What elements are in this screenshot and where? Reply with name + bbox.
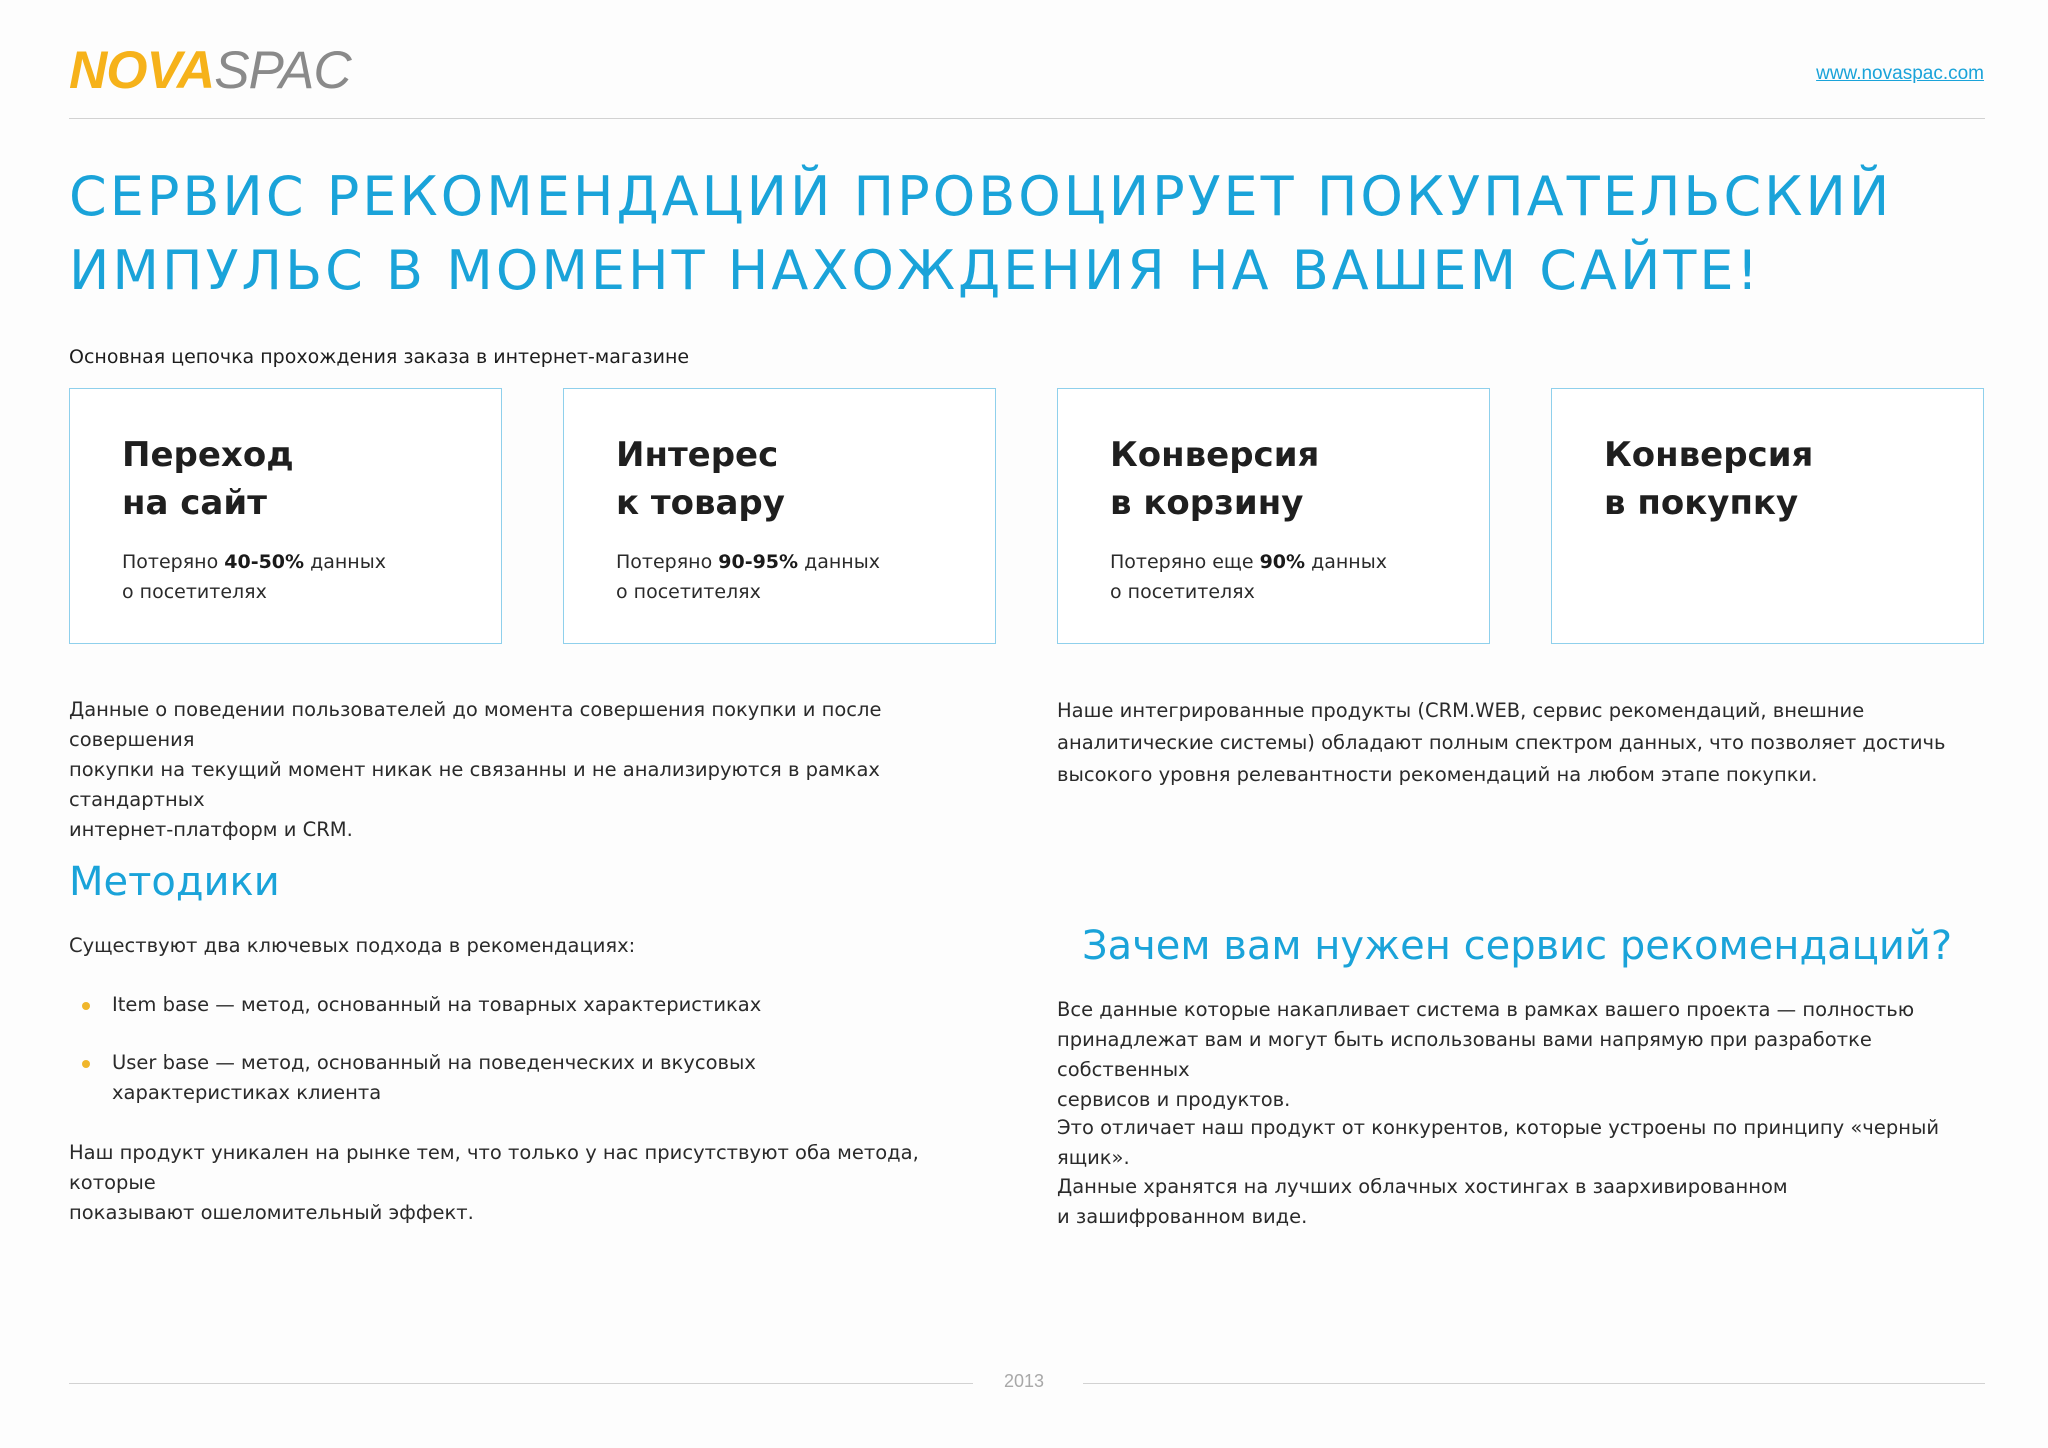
footer-divider-right — [1083, 1383, 1985, 1384]
card-title-line-2: на сайт — [122, 483, 267, 523]
card-title-line-1: Конверсия — [1604, 435, 1814, 475]
card-loss-percent: 90-95% — [718, 551, 799, 573]
methods-heading: Методики — [69, 859, 280, 905]
card-title-line-2: в корзину — [1110, 483, 1304, 523]
funnel-card-interest — [563, 388, 996, 644]
card-text — [616, 547, 986, 607]
card-text — [1110, 547, 1480, 607]
headline-line-2: ИМПУЛЬС В МОМЕНТ НАХОЖДЕНИЯ НА ВАШЕМ САЙТЕ! — [69, 239, 1762, 302]
card-text-prefix: Потеряно — [616, 551, 719, 573]
paragraph-line: Данные хранятся на лучших облачных хостингах в заархивированном — [1057, 1175, 1788, 1198]
paragraph-line: аналитические системы) обладают полным спектром данных, что позволяет достичь — [1057, 731, 1946, 754]
paragraph-line: и зашифрованном виде. — [1057, 1205, 1308, 1228]
card-text-suffix: данных — [1305, 551, 1387, 573]
integrated-products-paragraph — [1057, 695, 1987, 791]
why-paragraph-1 — [1057, 995, 1997, 1115]
bullet-dot-icon — [82, 1002, 90, 1010]
paragraph-line: Все данные которые накапливает система в рамках вашего проекта — полностью — [1057, 998, 1915, 1021]
card-text-line-2: о посетителях — [1110, 581, 1255, 603]
card-text-line-2: о посетителях — [122, 581, 267, 603]
footer-year: 2013 — [1004, 1371, 1045, 1391]
card-text-prefix: Потеряно еще — [1110, 551, 1260, 573]
funnel-card-visit — [69, 388, 502, 644]
card-title-line-1: Конверсия — [1110, 435, 1320, 475]
funnel-card-cart — [1057, 388, 1490, 644]
page-headline — [69, 160, 1949, 308]
website-link[interactable]: www.novaspac.com — [1816, 63, 1984, 84]
funnel-card-purchase — [1551, 388, 1984, 644]
paragraph-line: принадлежат вам и могут быть использованы вами напрямую при разработке собственных — [1057, 1028, 1872, 1081]
footer-divider-left — [69, 1383, 973, 1384]
card-text-suffix: данных — [798, 551, 880, 573]
card-loss-percent: 90% — [1259, 551, 1306, 573]
card-title-line-2: в покупку — [1604, 483, 1799, 523]
paragraph-line: Данные о поведении пользователей до момента совершения покупки и после совершения — [69, 698, 882, 751]
header-divider — [69, 118, 1985, 119]
card-title-line-1: Переход — [122, 435, 294, 475]
paragraph-line: сервисов и продуктов. — [1057, 1088, 1291, 1111]
card-text-prefix: Потеряно — [122, 551, 225, 573]
why-heading: Зачем вам нужен сервис рекомендаций? — [1082, 923, 1953, 969]
methods-intro: Существуют два ключевых подхода в рекомендациях: — [69, 934, 636, 957]
card-title — [1110, 431, 1480, 527]
card-title — [616, 431, 986, 527]
paragraph-line: показывают ошеломительный эффект. — [69, 1201, 474, 1224]
data-behavior-paragraph — [69, 695, 999, 845]
paragraph-line: покупки на текущий момент никак не связанны и не анализируются в рамках стандартных — [69, 758, 880, 811]
paragraph-line: интернет-платформ и CRM. — [69, 818, 353, 841]
card-title — [1604, 431, 1974, 527]
logo-spac-text: SPAC — [214, 41, 351, 100]
methods-list — [82, 990, 982, 1136]
novaspac-logo — [69, 41, 351, 100]
card-title — [122, 431, 492, 527]
list-item — [82, 1048, 982, 1108]
bullet-text: Item base — метод, основанный на товарных характеристиках — [112, 993, 762, 1016]
headline-line-1: СЕРВИС РЕКОМЕНДАЦИЙ ПРОВОЦИРУЕТ ПОКУПАТЕЛЬСКИЙ — [69, 165, 1893, 228]
why-paragraph-3 — [1057, 1172, 1997, 1232]
card-title-line-2: к товару — [616, 483, 785, 523]
bullet-dot-icon — [82, 1060, 90, 1068]
card-title-line-1: Интерес — [616, 435, 779, 475]
card-text-suffix: данных — [304, 551, 386, 573]
chain-label: Основная цепочка прохождения заказа в интернет-магазине — [69, 346, 690, 368]
card-text — [122, 547, 492, 607]
card-text-line-2: о посетителях — [616, 581, 761, 603]
bullet-text: User base — метод, основанный на поведенческих и вкусовых — [112, 1051, 756, 1074]
logo-nova-text: NOVA — [69, 41, 215, 100]
paragraph-line: Наш продукт уникален на рынке тем, что только у нас присутствуют оба метода, которые — [69, 1141, 919, 1194]
card-loss-percent: 40-50% — [224, 551, 305, 573]
bullet-text: характеристиках клиента — [112, 1081, 382, 1104]
methods-outro — [69, 1138, 999, 1228]
paragraph-line: высокого уровня релевантности рекомендаций на любом этапе покупки. — [1057, 763, 1818, 786]
why-paragraph-2: Это отличает наш продукт от конкурентов, которые устроены по принципу «черный ящик». — [1057, 1116, 1940, 1169]
list-item — [82, 990, 982, 1020]
paragraph-line: Наше интегрированные продукты (CRM.WEB, сервис рекомендаций, внешние — [1057, 699, 1865, 722]
